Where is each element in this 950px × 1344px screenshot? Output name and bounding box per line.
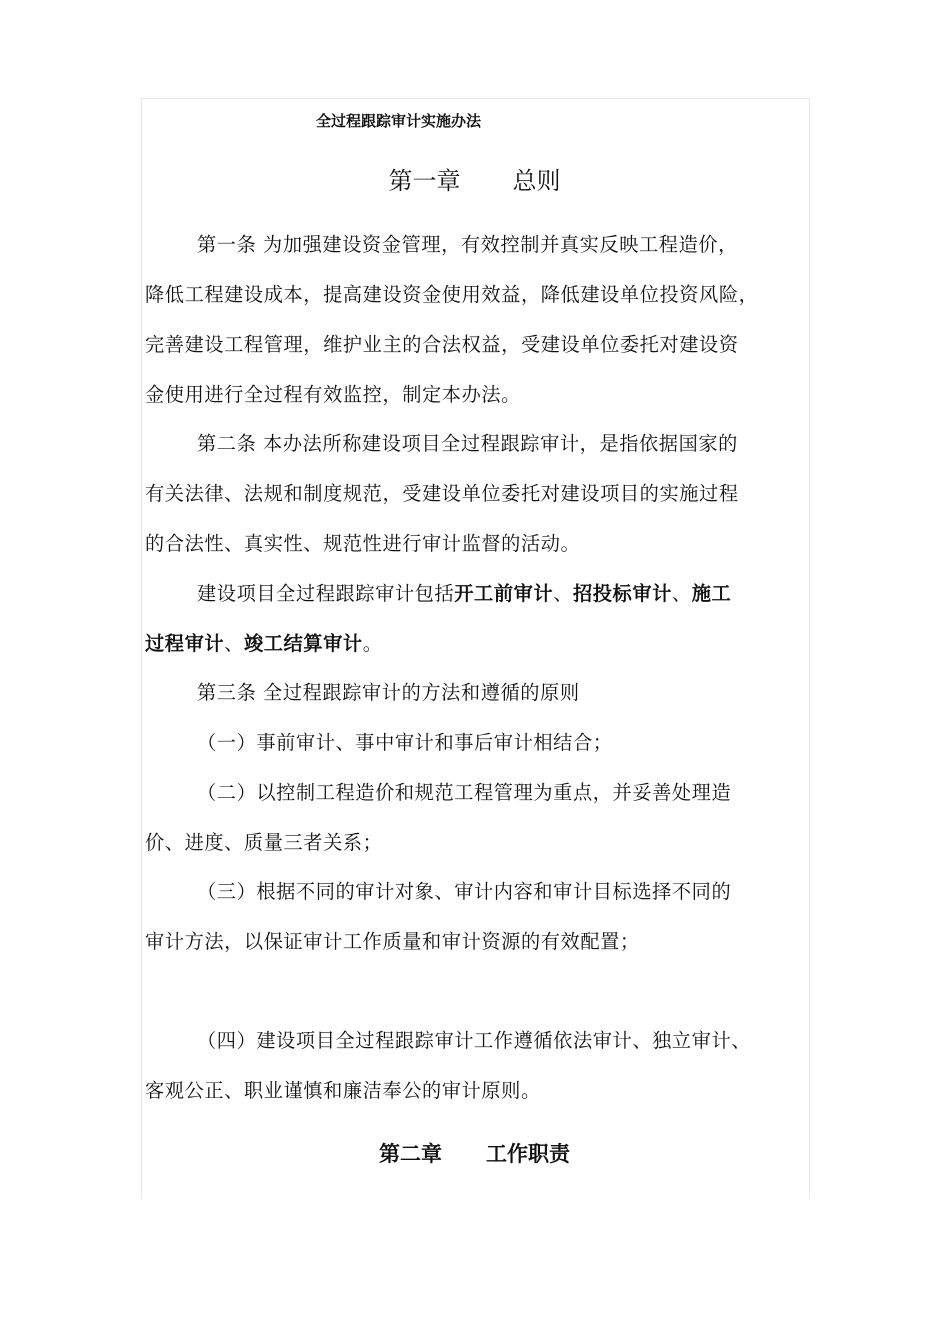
article-3-point-3-line-2: 审计方法，以保证审计工作质量和审计资源的有效配置；	[145, 930, 640, 953]
article-1-line-2: 降低工程建设成本，提高建设资金使用效益，降低建设单位投资风险，	[145, 283, 759, 306]
scope-prefix: 建设项目全过程跟踪审计包括	[197, 582, 455, 605]
article-1-line-1: 第一条 为加强建设资金管理，有效控制并真实反映工程造价，	[197, 233, 738, 256]
article-3-point-2-line-2: 价、进度、质量三者关系；	[145, 831, 383, 854]
scope-item-3b: 过程审计	[145, 632, 225, 655]
document-title: 全过程跟踪审计实施办法	[316, 112, 482, 130]
scope-item-3a: 施工	[691, 582, 732, 605]
chapter-1-name: 总则	[512, 167, 561, 195]
article-3-point-4-line-1: （四）建设项目全过程跟踪审计工作遵循依法审计、独立审计、	[197, 1029, 752, 1052]
scope-sep-1: 、	[553, 582, 573, 605]
chapter-2-number: 第二章	[379, 1142, 442, 1166]
chapter-2-heading	[141, 1138, 808, 1170]
scope-item-4: 竣工结算审计	[243, 632, 363, 655]
scope-sep-2: 、	[671, 582, 692, 605]
scope-item-2: 招投标审计	[572, 582, 672, 605]
article-2-line-1: 第二条 本办法所称建设项目全过程跟踪审计，是指依据国家的	[197, 432, 738, 455]
article-3-point-1: （一）事前审计、事中审计和事后审计相结合；	[197, 731, 613, 754]
article-3-heading: 第三条 全过程跟踪审计的方法和遵循的原则	[197, 681, 580, 704]
article-2-line-2: 有关法律、法规和制度规范，受建设单位委托对建设项目的实施过程	[145, 482, 739, 505]
scope-line-1	[197, 579, 731, 609]
chapter-1-number: 第一章	[388, 167, 461, 195]
article-3-point-3-line-1: （三）根据不同的审计对象、审计内容和审计目标选择不同的	[197, 880, 732, 903]
article-3-point-2-line-1: （二）以控制工程造价和规范工程管理为重点，并妥善处理造	[197, 781, 732, 804]
article-2-line-3: 的合法性、真实性、规范性进行审计监督的活动。	[145, 532, 581, 555]
scope-item-1: 开工前审计	[454, 582, 554, 605]
scope-sep-3: 、	[224, 632, 244, 655]
article-1-line-3: 完善建设工程管理，维护业主的合法权益，受建设单位委托对建设资	[145, 333, 739, 356]
chapter-1-heading	[141, 164, 808, 198]
scope-end: 。	[362, 632, 383, 655]
chapter-2-name: 工作职责	[486, 1142, 570, 1166]
article-1-line-4: 金使用进行全过程有效监控，制定本办法。	[145, 383, 521, 406]
article-3-point-4-line-2: 客观公正、职业谨慎和廉洁奉公的审计原则。	[145, 1079, 541, 1102]
scope-line-2	[145, 629, 382, 659]
